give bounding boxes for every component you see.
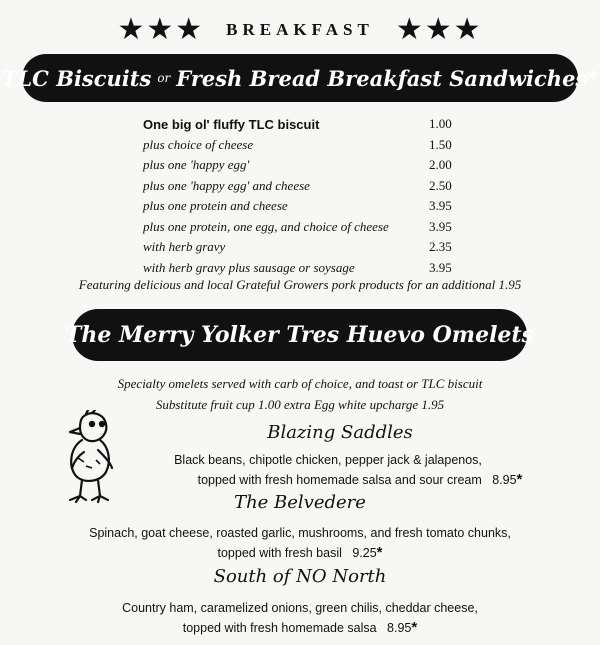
specialty-note: Specialty omelets served with carb of choice, and toast or TLC biscuit (117, 376, 483, 391)
item-price: 1.50 (429, 136, 452, 152)
price-row (143, 155, 473, 176)
dish-price: 9.25 (352, 546, 377, 560)
item-price: 2.50 (429, 177, 452, 193)
omelets-banner: The Merry Yolker Tres Huevo Omelets (72, 309, 527, 361)
banner-part2: Fresh Bread Breakfast Sandwiches* (176, 65, 599, 91)
dish-description-line2 (0, 544, 600, 561)
menu-title: BREAKFAST (226, 20, 374, 39)
price-row (143, 258, 473, 279)
dish-name: Blazing Saddles (267, 422, 413, 443)
dish-name: The Belvedere (234, 492, 366, 513)
banner-part1: TLC Biscuits (1, 65, 152, 91)
dish-price: 8.95 (387, 621, 412, 635)
menu-header (0, 10, 600, 50)
price-row (143, 217, 473, 238)
banner-or: or (157, 71, 171, 85)
dish-description-line2 (0, 619, 600, 636)
item-price: 2.35 (429, 239, 452, 255)
dish-description: Spinach, goat cheese, roasted garlic, mushrooms, and fresh tomato chunks, (89, 526, 511, 540)
dish-price: 8.95 (492, 473, 517, 487)
dish-description-text: topped with fresh homemade salsa and sour cream (197, 473, 482, 487)
item-price: 3.95 (429, 198, 452, 214)
item-price: 1.00 (429, 116, 452, 132)
price-row (143, 114, 473, 135)
asterisk: * (411, 619, 418, 636)
dish-description-text: topped with fresh basil (217, 546, 342, 560)
price-row (143, 237, 473, 258)
item-price: 3.95 (429, 259, 452, 275)
asterisk: * (516, 471, 523, 488)
asterisk: * (376, 544, 383, 561)
pork-note: Featuring delicious and local Grateful Growers pork products for an additional 1.95 (78, 277, 522, 292)
item-label: with herb gravy (143, 239, 226, 255)
price-row (143, 196, 473, 217)
item-label: plus choice of cheese (143, 136, 254, 152)
price-row (143, 176, 473, 197)
dish-name: South of NO North (213, 566, 387, 587)
item-label: plus one 'happy egg' (143, 157, 250, 173)
star-icons-left: ★★★ (117, 12, 205, 47)
dish-description: Black beans, chipotle chicken, pepper jack & jalapenos, (174, 453, 482, 467)
item-label: One big ol' fluffy TLC biscuit (143, 116, 320, 132)
item-label: plus one protein and cheese (143, 198, 288, 214)
substitute-note: Substitute fruit cup 1.00 extra Egg white upcharge 1.95 (155, 397, 445, 412)
item-label: plus one 'happy egg' and cheese (143, 177, 310, 193)
item-price: 3.95 (429, 218, 452, 234)
biscuit-price-list (143, 114, 473, 278)
price-row (143, 135, 473, 156)
dish-description-line2 (60, 471, 600, 488)
biscuits-banner (1, 54, 599, 102)
item-label: with herb gravy plus sausage or soysage (143, 259, 355, 275)
item-price: 2.00 (429, 157, 452, 173)
dish-description-text: topped with fresh homemade salsa (182, 621, 377, 635)
star-icons-right: ★★★ (395, 12, 483, 47)
item-label: plus one protein, one egg, and choice of cheese (143, 218, 389, 234)
dish-description: Country ham, caramelized onions, green chilis, cheddar cheese, (122, 601, 478, 615)
